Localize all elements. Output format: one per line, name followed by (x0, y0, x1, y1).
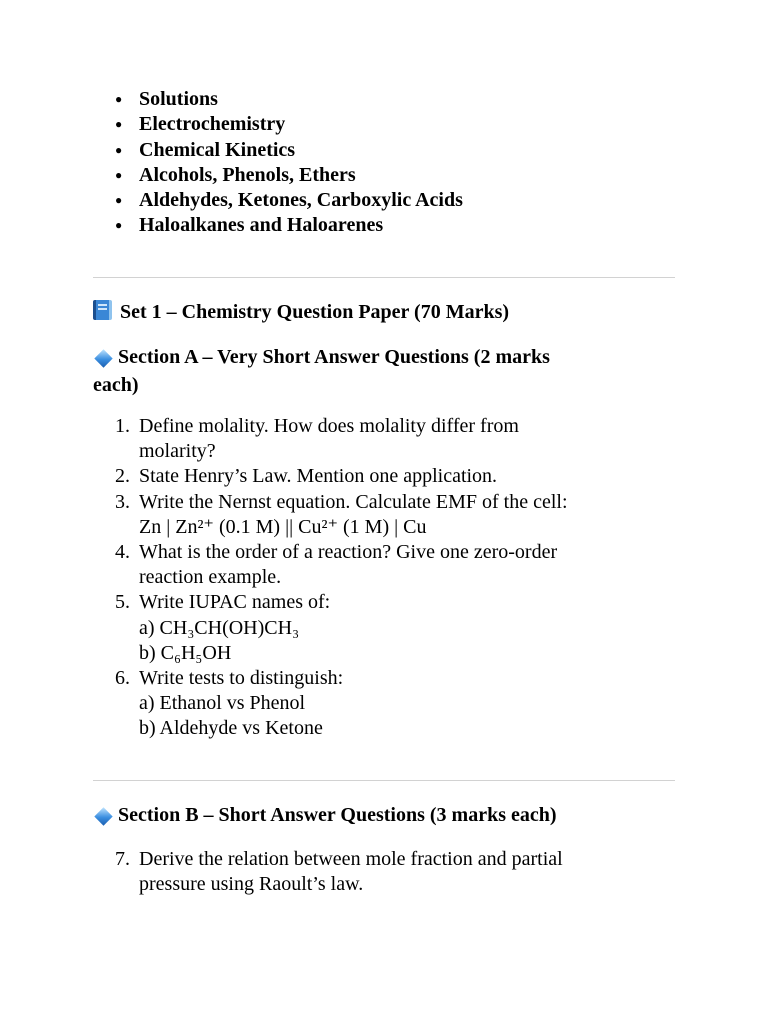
section-a-questions (93, 414, 668, 742)
question-number: 4. (115, 541, 130, 564)
question-number: 3. (115, 490, 130, 513)
question-text: State Henry’s Law. Mention one application. (139, 465, 498, 488)
topic-item: ● Chemical Kinetics (115, 138, 296, 161)
topic-item: ● Electrochemistry (115, 113, 286, 136)
section-b-questions (93, 847, 668, 897)
question-text: Define molality. How does molality differ from (139, 415, 519, 437)
question-text: What is the order of a reaction? Give one zero-order (139, 541, 558, 564)
question-text: b) C₆H₅OH (139, 641, 232, 664)
question-item (93, 540, 668, 590)
topic-item: ● Alcohols, Phenols, Ethers (115, 163, 356, 186)
question-text: pressure using Raoult’s law. (139, 873, 364, 896)
blue-diamond-icon (94, 807, 112, 825)
question-item (93, 847, 668, 897)
topic-list (93, 87, 693, 239)
section-b-heading: Section B – Short Answer Questions (3 marks each) (93, 801, 653, 829)
question-text: reaction example. (139, 566, 282, 589)
question-number: 2. (115, 465, 130, 488)
question-text: Write tests to distinguish: (139, 667, 344, 690)
question-text: Zn | Zn²⁺ (0.1 M) || Cu²⁺ (1 M) | Cu (139, 515, 427, 538)
question-text: b) Aldehyde vs Ketone (139, 717, 323, 740)
question-item (93, 666, 668, 742)
question-number: 7. (115, 848, 130, 870)
question-item (93, 464, 668, 489)
question-number: 5. (115, 591, 130, 614)
question-number: 6. (115, 667, 130, 690)
set-heading: Set 1 – Chemistry Question Paper (70 Marks) (93, 298, 653, 326)
divider (93, 277, 675, 278)
question-item (93, 490, 668, 540)
section-a-heading: Section A – Very Short Answer Questions (2 marks each) (93, 346, 550, 396)
question-text: Write IUPAC names of: (139, 591, 331, 614)
question-text: Write the Nernst equation. Calculate EMF of the cell: (139, 490, 568, 513)
question-number: 1. (115, 415, 130, 437)
blue-diamond-icon (94, 349, 112, 367)
question-text: Derive the relation between mole fraction and partial (139, 848, 563, 870)
question-item (93, 590, 668, 666)
question-text: a) Ethanol vs Phenol (139, 692, 306, 715)
topic-item: ● Haloalkanes and Haloarenes (115, 214, 384, 237)
divider (93, 780, 675, 781)
topic-item: ● Solutions (115, 88, 218, 110)
question-text: molarity? (139, 440, 216, 463)
book-icon (93, 300, 112, 320)
question-item (93, 414, 668, 464)
question-text: a) CH₃CH(OH)CH₃ (139, 616, 300, 639)
topic-item: ● Aldehydes, Ketones, Carboxylic Acids (115, 189, 463, 212)
